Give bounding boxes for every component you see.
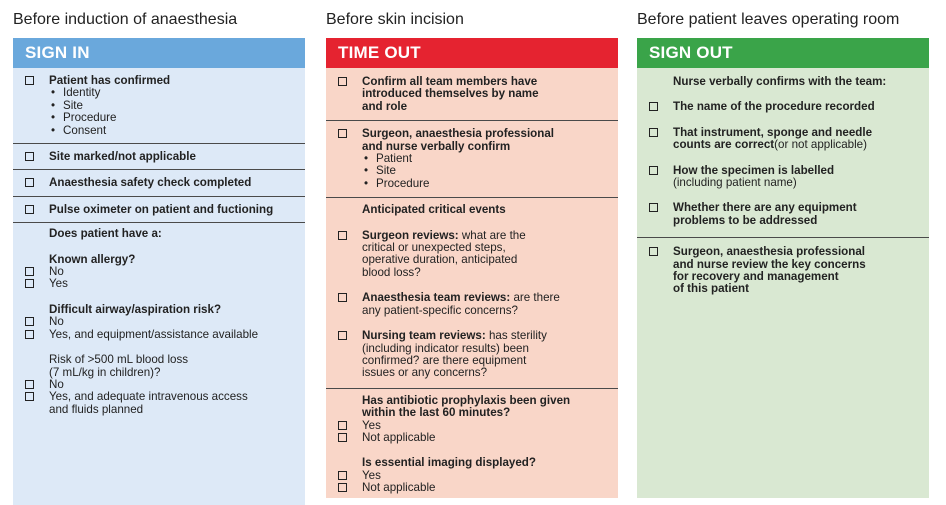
- time-out-band: TIME OUT: [326, 38, 618, 68]
- recovery-review-line3: for recovery and management: [673, 270, 839, 284]
- team-intro-line1: Confirm all team members have: [362, 75, 538, 88]
- procedure-name-label: The name of the procedure recorded: [673, 100, 875, 114]
- nursing-reviews-label: Nursing team reviews:: [362, 329, 486, 343]
- equipment-label-line2: problems to be addressed: [673, 213, 818, 227]
- antibiotic-na-label: Not applicable: [362, 430, 436, 444]
- time-out-heading: Before skin incision: [326, 11, 464, 28]
- sign-out-band: SIGN OUT: [637, 38, 929, 68]
- prophylaxis-imaging-section: [326, 389, 618, 501]
- imaging-na-checkbox[interactable]: [338, 483, 347, 492]
- antibiotic-na-checkbox[interactable]: [338, 433, 347, 442]
- patient-confirmed-label: Patient has confirmed: [49, 74, 171, 87]
- allergy-no-option: [49, 266, 297, 278]
- sign-in-column: [13, 0, 305, 505]
- specimen-checkbox[interactable]: [649, 166, 658, 175]
- anaesthesia-reviews-text1: are there: [510, 291, 560, 305]
- surgeon-reviews-text4: blood loss?: [362, 265, 421, 279]
- team-intro-checkbox[interactable]: [338, 77, 347, 86]
- airway-question: Difficult airway/aspiration risk?: [49, 302, 222, 316]
- pulse-oximeter-item: [13, 197, 305, 223]
- anaesthesia-reviews-label: Anaesthesia team reviews:: [362, 291, 511, 305]
- allergy-no-label: No: [49, 265, 64, 279]
- sign-out-panel: [637, 68, 929, 498]
- does-patient-have-label: Does patient have a:: [49, 227, 162, 241]
- verbal-procedure: • Procedure: [362, 178, 610, 190]
- nursing-reviews-text2: (including indicator results) been: [362, 341, 529, 355]
- allergy-question: Known allergy?: [49, 252, 136, 266]
- airway-yes-checkbox[interactable]: [25, 330, 34, 339]
- antibiotic-question-line2: within the last 60 minutes?: [362, 406, 511, 420]
- patient-confirmed-item: [13, 68, 305, 144]
- imaging-na-label: Not applicable: [362, 481, 436, 495]
- confirmed-identity: • Identity: [49, 87, 297, 99]
- site-marked-label: Site marked/not applicable: [49, 150, 196, 164]
- surgeon-reviews-item: [362, 230, 610, 242]
- confirmed-procedure: • Procedure: [49, 112, 297, 124]
- safety-check-label: Anaesthesia safety check completed: [49, 176, 252, 190]
- procedure-name-checkbox[interactable]: [649, 102, 658, 111]
- allergy-yes-option: [49, 278, 297, 290]
- recovery-review-section: [637, 238, 929, 302]
- blood-loss-question-line1: Risk of >500 mL blood loss: [49, 353, 189, 367]
- confirmed-site: • Site: [49, 100, 297, 112]
- allergy-yes-checkbox[interactable]: [25, 279, 34, 288]
- verbal-confirm-checkbox[interactable]: [338, 129, 347, 138]
- blood-no-checkbox[interactable]: [25, 380, 34, 389]
- equipment-checkbox[interactable]: [649, 203, 658, 212]
- anaesthesia-reviews-item: [362, 292, 610, 304]
- recovery-review-checkbox[interactable]: [649, 247, 658, 256]
- recovery-review-line2: and nurse review the key concerns: [673, 257, 866, 271]
- team-intro-line3: and role: [362, 99, 408, 113]
- specimen-sublabel: (including patient name): [673, 176, 797, 190]
- verbal-patient: • Patient: [362, 153, 610, 165]
- verbal-confirm-item: [326, 121, 618, 198]
- critical-events-title: Anticipated critical events: [362, 203, 506, 217]
- team-intro-item: [326, 68, 618, 121]
- allergy-yes-label: Yes: [49, 277, 68, 291]
- surgeon-reviews-label: Surgeon reviews:: [362, 228, 459, 242]
- airway-no-label: No: [49, 315, 64, 329]
- verbal-confirm-line1: Surgeon, anaesthesia professional: [362, 127, 554, 141]
- blood-yes-checkbox[interactable]: [25, 392, 34, 401]
- sign-in-panel: [13, 68, 305, 505]
- airway-yes-label: Yes, and equipment/assistance available: [49, 327, 259, 341]
- blood-yes-label: Yes, and adequate intravenous access: [49, 390, 248, 404]
- counts-checkbox[interactable]: [649, 128, 658, 137]
- verbal-site: • Site: [362, 165, 610, 177]
- nurse-confirms-section: [637, 68, 929, 238]
- surgeon-reviews-text3: operative duration, anticipated: [362, 253, 518, 267]
- sign-in-band: SIGN IN: [13, 38, 305, 68]
- patient-risks-section: [13, 223, 305, 422]
- nurse-confirms-title: Nurse verbally confirms with the team:: [673, 75, 887, 88]
- antibiotic-question-line1: Has antibiotic prophylaxis been given: [362, 393, 571, 407]
- time-out-panel: [326, 68, 618, 498]
- counts-item: [673, 127, 921, 139]
- time-out-column: [326, 0, 618, 498]
- specimen-item: [673, 165, 921, 177]
- equipment-item: [673, 202, 921, 214]
- counts-not-applicable: (or not applicable): [774, 138, 867, 152]
- blood-loss-question-line2: (7 mL/kg in children)?: [49, 365, 161, 379]
- patient-confirmed-checkbox[interactable]: [25, 76, 34, 85]
- sign-out-column: [637, 0, 929, 498]
- counts-label-line1: That instrument, sponge and needle: [673, 125, 873, 139]
- nursing-reviews-item: [362, 330, 610, 342]
- airway-yes-option: [49, 329, 297, 341]
- recovery-review-line4: of this patient: [673, 282, 749, 296]
- surgeon-reviews-checkbox[interactable]: [338, 231, 347, 240]
- imaging-na-option: [362, 482, 610, 494]
- nursing-reviews-text4: issues or any concerns?: [362, 366, 488, 380]
- blood-yes-label-line2: and fluids planned: [49, 402, 144, 416]
- imaging-yes-label: Yes: [362, 468, 381, 482]
- equipment-label-line1: Whether there are any equipment: [673, 201, 857, 215]
- sign-out-heading: Before patient leaves operating room: [637, 11, 900, 28]
- sign-in-heading: Before induction of anaesthesia: [13, 11, 238, 28]
- airway-no-checkbox[interactable]: [25, 317, 34, 326]
- antibiotic-yes-checkbox[interactable]: [338, 421, 347, 430]
- pulse-oximeter-label: Pulse oximeter on patient and fuctioning: [49, 202, 274, 216]
- anaesthesia-reviews-text2: any patient-specific concerns?: [362, 303, 518, 317]
- team-intro-line2: introduced themselves by name: [362, 87, 539, 101]
- allergy-no-checkbox[interactable]: [25, 267, 34, 276]
- critical-events-section: [326, 198, 618, 388]
- antibiotic-yes-label: Yes: [362, 418, 381, 432]
- recovery-review-line1: Surgeon, anaesthesia professional: [673, 245, 865, 259]
- site-marked-checkbox[interactable]: [25, 152, 34, 161]
- blood-no-label: No: [49, 377, 64, 391]
- safety-check-checkbox[interactable]: [25, 178, 34, 187]
- nursing-reviews-text1: has sterility: [485, 329, 547, 343]
- site-marked-item: [13, 144, 305, 170]
- antibiotic-na-option: [362, 432, 610, 444]
- surgeon-reviews-text1: what are the: [458, 228, 526, 242]
- imaging-question: Is essential imaging displayed?: [362, 456, 536, 470]
- nursing-reviews-checkbox[interactable]: [338, 331, 347, 340]
- recovery-review-item: [673, 246, 921, 258]
- specimen-label: How the specimen is labelled: [673, 163, 835, 177]
- confirmed-consent: • Consent: [49, 125, 297, 137]
- pulse-oximeter-checkbox[interactable]: [25, 205, 34, 214]
- procedure-name-item: [673, 101, 921, 113]
- nursing-reviews-text3: confirmed? are there equipment: [362, 353, 527, 367]
- verbal-confirm-line2: and nurse verbally confirm: [362, 139, 511, 153]
- safety-check-item: [13, 170, 305, 196]
- imaging-yes-checkbox[interactable]: [338, 471, 347, 480]
- blood-yes-option: [49, 391, 297, 403]
- anaesthesia-reviews-checkbox[interactable]: [338, 293, 347, 302]
- surgeon-reviews-text2: critical or unexpected steps,: [362, 241, 506, 255]
- counts-label-line2: counts are correct: [673, 138, 775, 152]
